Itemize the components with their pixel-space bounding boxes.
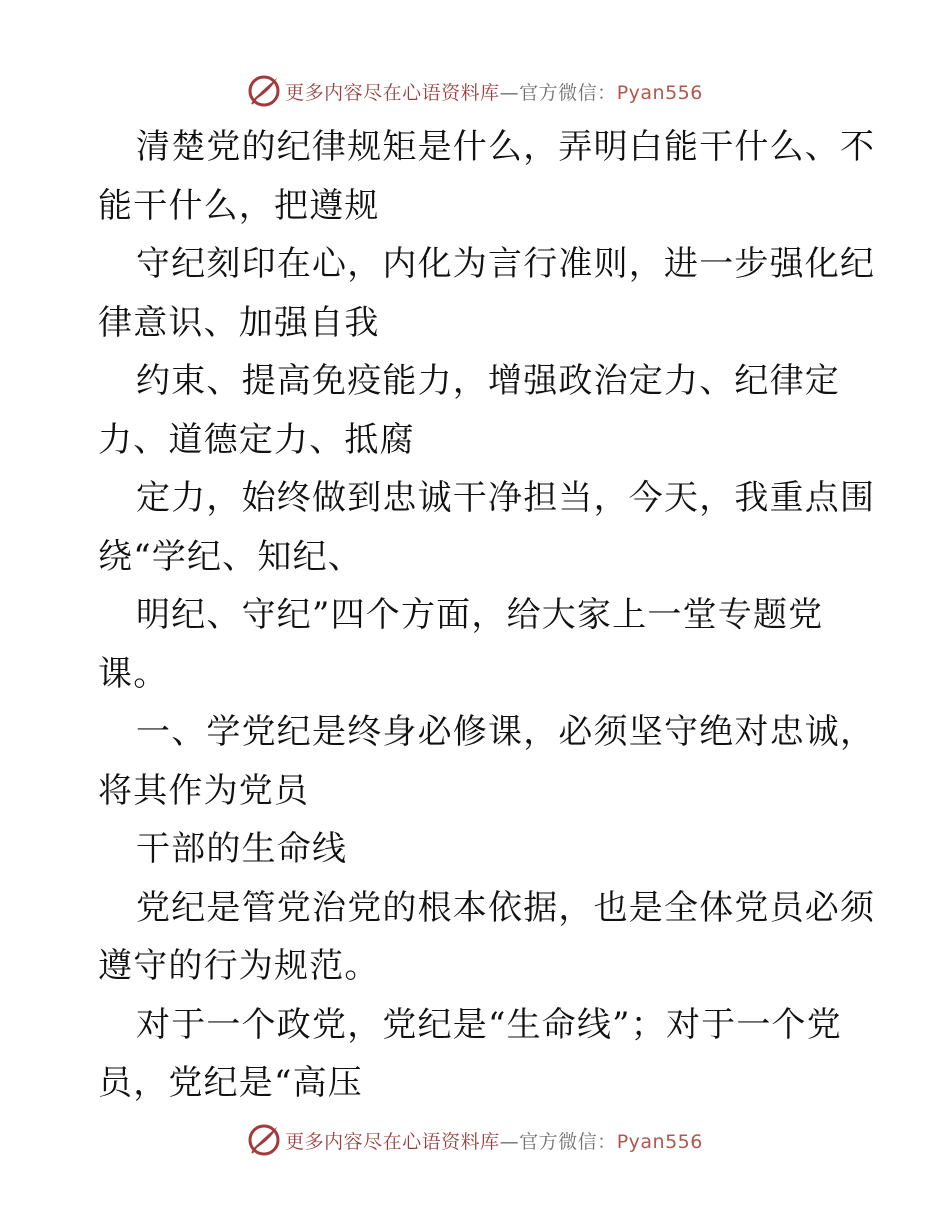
watermark-separator: —官方微信： <box>499 1130 617 1153</box>
text-line: 清楚党的纪律规矩是什么，弄明白能干什么、不 <box>136 127 876 167</box>
document-body <box>98 118 876 1113</box>
text-line: 对于一个政党，党纪是“生命线”；对于一个党 <box>136 1004 842 1045</box>
text-line: 党纪是管党治党的根本依据，也是全体党员必须 <box>136 887 876 928</box>
watermark-wechat-id: Pyan556 <box>616 81 703 104</box>
section-heading-line: 一、学党纪是终身必修课，必须坚守绝对忠诚， <box>136 712 876 752</box>
footer-watermark <box>0 1120 950 1160</box>
text-line: 绕“学纪、知纪、 <box>98 536 363 577</box>
watermark-text <box>285 1127 703 1154</box>
text-line: 遵守的行为规范。 <box>98 946 380 986</box>
header-watermark <box>0 71 950 111</box>
quill-seal-icon <box>247 74 281 108</box>
text-line: 律意识、加强自我 <box>98 302 380 343</box>
text-line: 守纪刻印在心，内化为言行准则，进一步强化纪 <box>136 244 876 284</box>
text-line: 定力，始终做到忠诚干净担当，今天，我重点围 <box>136 478 876 518</box>
text-line: 力、道德定力、抵腐 <box>98 419 415 460</box>
text-line: 约束、提高免疫能力，增强政治定力、纪律定 <box>136 361 840 401</box>
section-heading-line: 干部的生命线 <box>136 829 348 869</box>
watermark-separator: —官方微信： <box>499 81 617 104</box>
text-line: 课。 <box>98 653 169 694</box>
watermark-wechat-id: Pyan556 <box>616 1130 703 1153</box>
text-line: 能干什么，把遵规 <box>98 185 380 226</box>
watermark-text <box>285 78 703 105</box>
text-line: 员，党纪是“高压 <box>98 1063 363 1103</box>
quill-seal-icon <box>247 1123 281 1157</box>
watermark-main: 更多内容尽在心语资料库 <box>285 1130 500 1153</box>
watermark-main: 更多内容尽在心语资料库 <box>285 81 500 104</box>
section-heading-line: 将其作为党员 <box>98 770 310 811</box>
text-line: 明纪、守纪”四个方面，给大家上一堂专题党 <box>136 595 824 635</box>
